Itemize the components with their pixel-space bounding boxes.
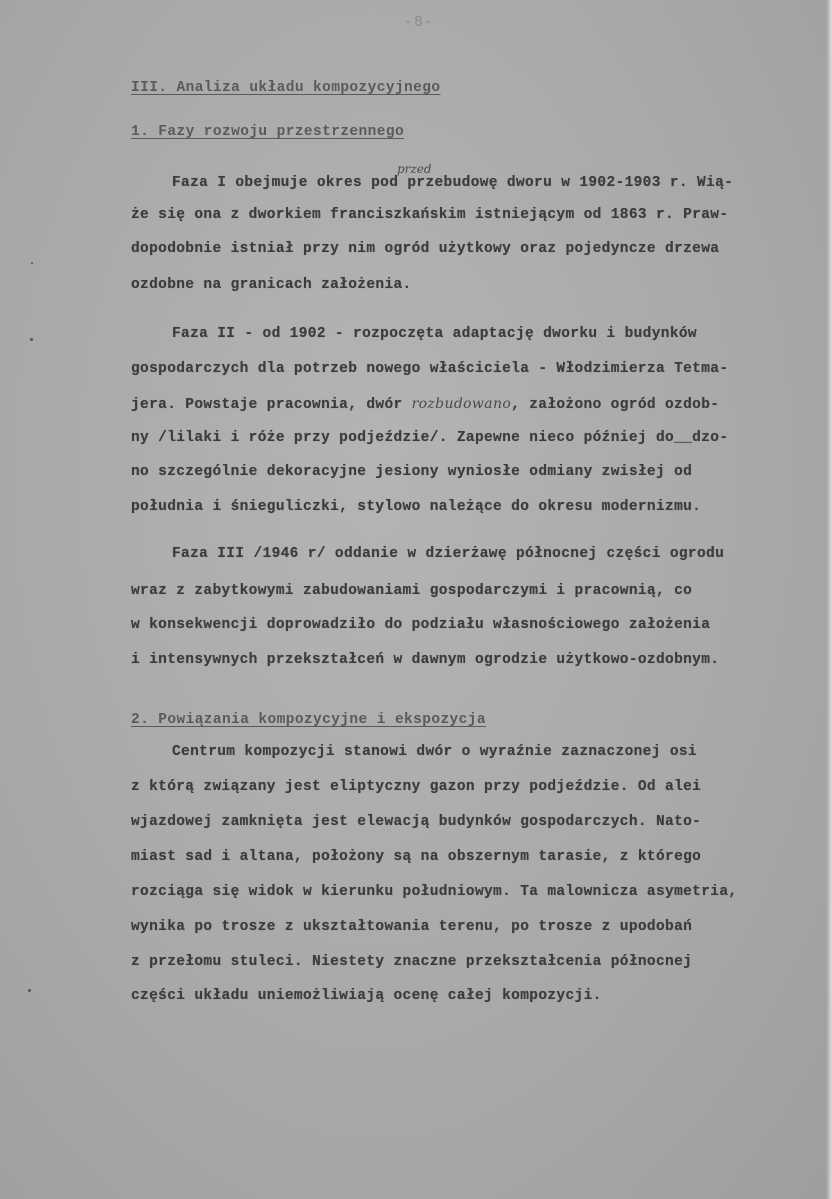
- scan-speck: [31, 262, 33, 264]
- para1-line-3: dopodobnie istniał przy nim ogród użytkowy oraz pojedyncze drzewa: [131, 241, 720, 257]
- section-heading: III. Analiza układu kompozycyjnego: [131, 80, 441, 96]
- para2-line-3: [131, 396, 719, 413]
- subsection-heading-1: 1. Fazy rozwoju przestrzennego: [131, 124, 405, 140]
- para2-line-2: gospodarczych dla potrzeb nowego właściciela - Włodzimierza Tetma-: [131, 361, 729, 377]
- para1-line-1: Faza I obejmuje okres pod przebudowę dworu w 1902-1903 r. Wią-: [172, 175, 734, 191]
- scan-speck: [30, 338, 33, 341]
- handwritten-annotation-przed: przed: [397, 162, 432, 176]
- subsection-heading-2: 2. Powiązania kompozycyjne i ekspozycja: [131, 712, 486, 728]
- para4-line-5: rozciąga się widok w kierunku południowym. Ta malownicza asymetria,: [131, 884, 738, 900]
- para2-line-4: ny /lilaki i róże przy podjeździe/. Zapewne nieco później do__dzo-: [131, 430, 729, 446]
- handwritten-annotation-rozbudowano: rozbudowano: [411, 396, 512, 412]
- page-number: -8-: [404, 14, 435, 31]
- para4-line-7: z przełomu stuleci. Niestety znaczne przekształcenia północnej: [131, 954, 693, 970]
- para2-line-3-start: jera. Powstaje pracownia, dwór: [131, 397, 403, 413]
- para3-line-2: wraz z zabytkowymi zabudowaniami gospodarczymi i pracownią, co: [131, 583, 693, 599]
- para4-line-2: z którą związany jest eliptyczny gazon przy podjeździe. Od alei: [131, 779, 702, 795]
- para2-line-3-end: , założono ogród ozdob-: [511, 397, 720, 413]
- para4-line-3: wjazdowej zamknięta jest elewacją budynków gospodarczych. Nato-: [131, 814, 702, 830]
- para1-line-4: ozdobne na granicach założenia.: [131, 277, 412, 293]
- para2-line-5: no szczególnie dekoracyjne jesiony wyniosłe odmiany zwisłej od: [131, 464, 693, 480]
- para4-line-6: wynika po trosze z ukształtowania terenu, po trosze z upodobań: [131, 919, 693, 935]
- para4-line-8: części układu uniemożliwiają ocenę całej kompozycji.: [131, 988, 602, 1004]
- para4-line-4: miast sad i altana, położony są na obszernym tarasie, z którego: [131, 849, 702, 865]
- para2-line-6: południa i śnieguliczki, stylowo należące do okresu modernizmu.: [131, 499, 702, 515]
- para2-line-1: Faza II - od 1902 - rozpoczęta adaptację dworku i budynków: [172, 326, 697, 342]
- para3-line-4: i intensywnych przekształceń w dawnym ogrodzie użytkowo-ozdobnym.: [131, 652, 720, 668]
- para3-line-1: Faza III /1946 r/ oddanie w dzierżawę północnej części ogrodu: [172, 546, 725, 562]
- page-edge: [826, 0, 832, 1199]
- para4-line-1: Centrum kompozycji stanowi dwór o wyraźnie zaznaczonej osi: [172, 744, 697, 760]
- scan-speck: [28, 989, 31, 992]
- para3-line-3: w konsekwencji doprowadziło do podziału własnościowego założenia: [131, 617, 711, 633]
- para1-line-2: że się ona z dworkiem franciszkańskim istniejącym od 1863 r. Praw-: [131, 207, 729, 223]
